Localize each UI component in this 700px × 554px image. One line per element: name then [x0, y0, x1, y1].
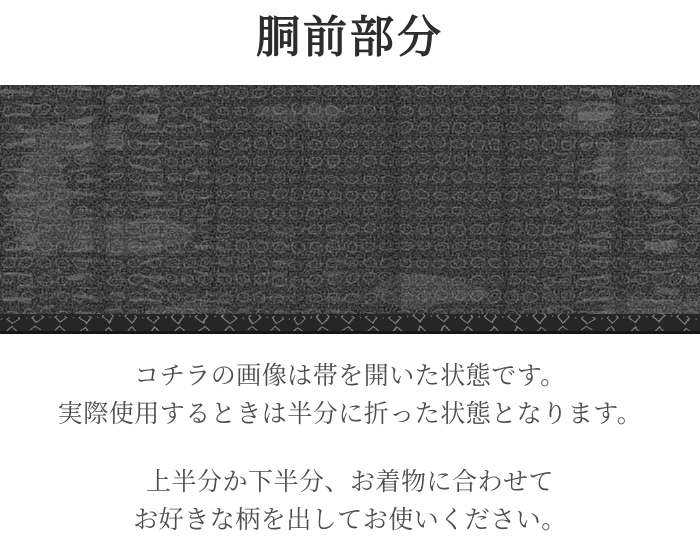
note-line-3: 上半分か下半分、お着物に合わせて	[145, 468, 554, 496]
fabric-texture-graphic	[0, 85, 700, 334]
note-line-2: 実際使用するときは半分に折った状態となります。	[57, 400, 643, 428]
note-line-1: コチラの画像は帯を開いた状態です。	[134, 362, 566, 390]
page-title: 胴前部分	[256, 13, 444, 62]
obi-front-fabric-image	[0, 85, 700, 334]
note-pattern-choice	[0, 463, 700, 539]
note-line-4: お好きな柄を出してお使いください。	[133, 506, 567, 534]
note-open-state	[0, 357, 700, 433]
